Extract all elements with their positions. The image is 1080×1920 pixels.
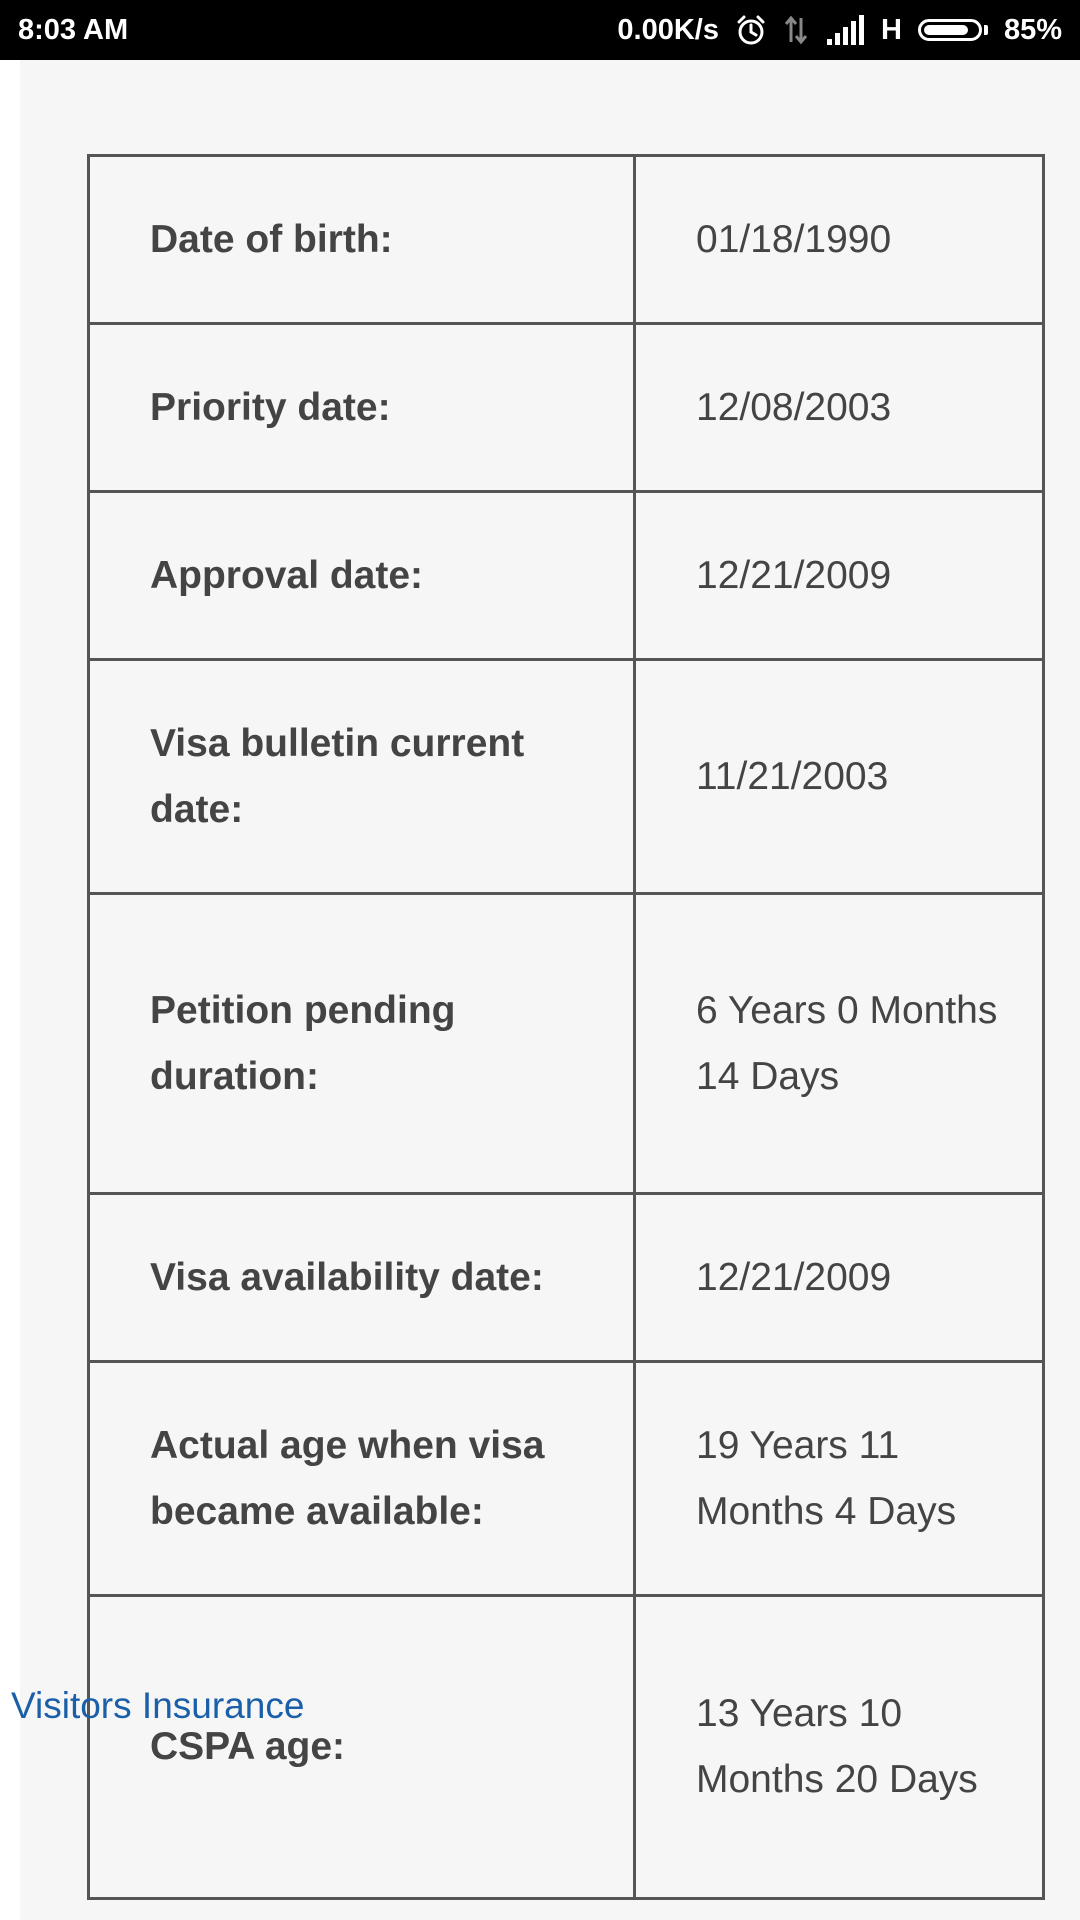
row-value: 12/21/2009 xyxy=(696,1255,892,1299)
table-row xyxy=(90,493,1042,661)
data-transfer-icon xyxy=(783,14,809,46)
row-value: 19 Years 11 Months 4 Days xyxy=(696,1423,957,1533)
visitors-insurance-link[interactable]: Visitors Insurance xyxy=(11,1685,305,1726)
row-value: 12/21/2009 xyxy=(696,553,892,597)
row-label: Visa bulletin current date: xyxy=(90,661,636,892)
battery-icon xyxy=(918,19,988,41)
row-value: 01/18/1990 xyxy=(696,217,892,261)
status-icons xyxy=(617,14,1062,47)
alarm-icon xyxy=(735,14,767,46)
row-label: Approval date: xyxy=(90,493,636,658)
net-speed: 0.00K/s xyxy=(617,13,719,46)
row-label: Petition pending duration: xyxy=(90,895,636,1192)
table-row xyxy=(90,1195,1042,1363)
page-content xyxy=(20,60,1080,1920)
table-row xyxy=(90,157,1042,325)
table-row xyxy=(90,325,1042,493)
table-row xyxy=(90,661,1042,895)
row-label: Priority date: xyxy=(90,325,636,490)
table-row xyxy=(90,1597,1042,1897)
row-label: Actual age when visa became available: xyxy=(90,1363,636,1594)
table-row xyxy=(90,1363,1042,1597)
signal-icon xyxy=(825,15,865,45)
status-time: 8:03 AM xyxy=(18,13,129,46)
row-label: Visa availability date: xyxy=(90,1195,636,1360)
row-value: 6 Years 0 Months 14 Days xyxy=(696,988,998,1098)
row-label: Date of birth: xyxy=(90,157,636,322)
row-value: 11/21/2003 xyxy=(696,754,889,798)
table-row xyxy=(90,895,1042,1195)
battery-percent: 85% xyxy=(1003,13,1062,46)
row-label: CSPA age: xyxy=(90,1597,636,1897)
network-type: H xyxy=(881,13,902,46)
results-table xyxy=(87,154,1045,1900)
row-value: 12/08/2003 xyxy=(696,385,892,429)
row-value: 13 Years 10 Months 20 Days xyxy=(696,1692,978,1801)
status-bar xyxy=(0,0,1080,60)
